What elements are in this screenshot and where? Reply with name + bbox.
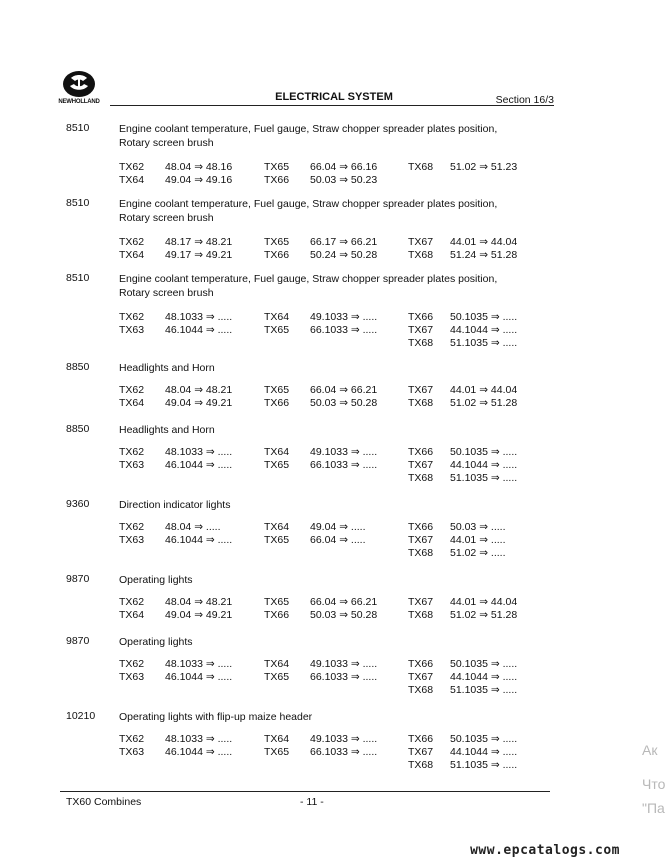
serial-range: 51.02 ⇒ 51.28	[450, 609, 518, 621]
model-code: TX63	[119, 324, 145, 336]
page-header	[0, 0, 668, 110]
serial-range: 48.04 ⇒ 48.16	[165, 161, 233, 173]
serial-range: 66.1033 ⇒ .....	[310, 324, 378, 336]
serial-range: 48.04 ⇒ 48.21	[165, 384, 233, 396]
circuit-description: Engine coolant temperature, Fuel gauge, Straw chopper spreader plates position, Rotary screen brush	[119, 198, 498, 224]
model-code: TX68	[408, 609, 434, 621]
model-code: TX65	[264, 746, 290, 758]
circuit-code: 8510	[66, 197, 90, 209]
model-code: TX66	[408, 733, 434, 745]
serial-range: 49.04 ⇒ 49.21	[165, 609, 233, 621]
model-code: TX68	[408, 161, 434, 173]
circuit-description: Engine coolant temperature, Fuel gauge, Straw chopper spreader plates position, Rotary screen brush	[119, 123, 498, 149]
serial-range: 49.1033 ⇒ .....	[310, 311, 378, 323]
model-code: TX64	[264, 311, 290, 323]
model-code: TX67	[408, 384, 434, 396]
model-code: TX64	[119, 609, 145, 621]
serial-range: 48.1033 ⇒ .....	[165, 446, 233, 458]
serial-range: 51.1035 ⇒ .....	[450, 337, 518, 349]
model-code: TX68	[408, 337, 434, 349]
model-code: TX66	[408, 446, 434, 458]
serial-range: 48.1033 ⇒ .....	[165, 658, 233, 670]
model-code: TX67	[408, 671, 434, 683]
serial-range: 46.1044 ⇒ .....	[165, 746, 233, 758]
model-code: TX68	[408, 759, 434, 771]
serial-range: 50.1035 ⇒ .....	[450, 733, 518, 745]
serial-range: 48.04 ⇒ 48.21	[165, 596, 233, 608]
serial-range: 51.02 ⇒ .....	[450, 547, 506, 559]
model-code: TX68	[408, 397, 434, 409]
serial-range: 49.04 ⇒ .....	[310, 521, 366, 533]
model-code: TX65	[264, 671, 290, 683]
model-code: TX62	[119, 596, 145, 608]
model-code: TX62	[119, 658, 145, 670]
circuit-code: 9870	[66, 635, 90, 647]
serial-range: 51.1035 ⇒ .....	[450, 684, 518, 696]
serial-range: 49.1033 ⇒ .....	[310, 733, 378, 745]
model-code: TX63	[119, 534, 145, 546]
circuit-description: Engine coolant temperature, Fuel gauge, Straw chopper spreader plates position, Rotary screen brush	[119, 273, 498, 299]
circuit-code: 9360	[66, 498, 90, 510]
side-overlay-text: Что	[642, 776, 666, 792]
circuit-code: 8510	[66, 272, 90, 284]
serial-range: 44.01 ⇒ 44.04	[450, 384, 518, 396]
serial-range: 51.1035 ⇒ .....	[450, 472, 518, 484]
model-code: TX65	[264, 384, 290, 396]
footer-model: TX60 Combines	[66, 796, 142, 808]
serial-range: 50.1035 ⇒ .....	[450, 311, 518, 323]
model-code: TX62	[119, 521, 145, 533]
model-code: TX67	[408, 324, 434, 336]
serial-range: 50.03 ⇒ 50.28	[310, 397, 378, 409]
side-overlay-text: Ак	[642, 742, 658, 758]
page-title: ELECTRICAL SYSTEM	[275, 91, 393, 103]
circuit-description: Operating lights	[119, 574, 193, 586]
serial-range: 50.1035 ⇒ .....	[450, 658, 518, 670]
model-code: TX63	[119, 746, 145, 758]
model-code: TX66	[264, 174, 290, 186]
model-code: TX68	[408, 249, 434, 261]
serial-range: 44.01 ⇒ 44.04	[450, 596, 518, 608]
model-code: TX62	[119, 236, 145, 248]
circuit-code: 9870	[66, 573, 90, 585]
footer-divider	[60, 791, 550, 792]
serial-range: 50.24 ⇒ 50.28	[310, 249, 378, 261]
model-code: TX62	[119, 446, 145, 458]
model-code: TX62	[119, 311, 145, 323]
serial-range: 49.1033 ⇒ .....	[310, 446, 378, 458]
serial-range: 66.1033 ⇒ .....	[310, 459, 378, 471]
model-code: TX62	[119, 161, 145, 173]
serial-range: 46.1044 ⇒ .....	[165, 671, 233, 683]
serial-range: 46.1044 ⇒ .....	[165, 459, 233, 471]
serial-range: 48.1033 ⇒ .....	[165, 733, 233, 745]
model-code: TX66	[408, 311, 434, 323]
model-code: TX68	[408, 472, 434, 484]
circuit-code: 10210	[66, 710, 96, 722]
circuit-code: 8510	[66, 122, 90, 134]
model-code: TX64	[264, 521, 290, 533]
model-code: TX65	[264, 459, 290, 471]
circuit-code: 8850	[66, 423, 90, 435]
serial-range: 49.04 ⇒ 49.21	[165, 397, 233, 409]
serial-range: 48.04 ⇒ .....	[165, 521, 221, 533]
serial-range: 50.1035 ⇒ .....	[450, 446, 518, 458]
model-code: TX62	[119, 384, 145, 396]
circuit-description: Operating lights with flip-up maize header	[119, 711, 313, 723]
serial-range: 51.02 ⇒ 51.23	[450, 161, 518, 173]
model-code: TX65	[264, 324, 290, 336]
serial-range: 48.1033 ⇒ .....	[165, 311, 233, 323]
model-code: TX67	[408, 236, 434, 248]
side-overlay-text: "Па	[642, 800, 665, 816]
serial-range: 49.04 ⇒ 49.16	[165, 174, 233, 186]
model-code: TX67	[408, 459, 434, 471]
model-code: TX64	[119, 249, 145, 261]
circuit-description: Operating lights	[119, 636, 193, 648]
circuit-description: Direction indicator lights	[119, 499, 231, 511]
serial-range: 66.04 ⇒ 66.16	[310, 161, 378, 173]
model-code: TX64	[119, 397, 145, 409]
model-code: TX67	[408, 746, 434, 758]
model-code: TX62	[119, 733, 145, 745]
serial-range: 44.1044 ⇒ .....	[450, 671, 518, 683]
serial-range: 48.17 ⇒ 48.21	[165, 236, 233, 248]
model-code: TX64	[119, 174, 145, 186]
model-code: TX68	[408, 684, 434, 696]
model-code: TX64	[264, 733, 290, 745]
serial-range: 50.03 ⇒ .....	[450, 521, 506, 533]
model-code: TX65	[264, 236, 290, 248]
logo-text: NEWHOLLAND	[58, 99, 100, 105]
serial-range: 66.1033 ⇒ .....	[310, 746, 378, 758]
serial-range: 46.1044 ⇒ .....	[165, 324, 233, 336]
serial-range: 50.03 ⇒ 50.28	[310, 609, 378, 621]
serial-range: 51.1035 ⇒ .....	[450, 759, 518, 771]
serial-range: 49.17 ⇒ 49.21	[165, 249, 233, 261]
serial-range: 66.04 ⇒ 66.21	[310, 596, 378, 608]
circuit-code: 8850	[66, 361, 90, 373]
watermark: www.epcatalogs.com	[470, 843, 620, 858]
model-code: TX66	[264, 249, 290, 261]
serial-range: 44.1044 ⇒ .....	[450, 324, 518, 336]
serial-range: 44.01 ⇒ 44.04	[450, 236, 518, 248]
serial-range: 44.1044 ⇒ .....	[450, 459, 518, 471]
serial-range: 44.01 ⇒ .....	[450, 534, 506, 546]
model-code: TX65	[264, 534, 290, 546]
serial-range: 51.02 ⇒ 51.28	[450, 397, 518, 409]
model-code: TX65	[264, 161, 290, 173]
model-code: TX66	[264, 609, 290, 621]
model-code: TX63	[119, 671, 145, 683]
model-code: TX66	[264, 397, 290, 409]
serial-range: 66.04 ⇒ .....	[310, 534, 366, 546]
header-divider	[110, 105, 554, 106]
section-label: Section 16/3	[495, 94, 554, 106]
model-code: TX67	[408, 596, 434, 608]
page-number: - 11 -	[300, 796, 324, 808]
model-code: TX65	[264, 596, 290, 608]
serial-range: 50.03 ⇒ 50.23	[310, 174, 378, 186]
circuit-description: Headlights and Horn	[119, 424, 215, 436]
serial-range: 66.17 ⇒ 66.21	[310, 236, 378, 248]
serial-range: 66.1033 ⇒ .....	[310, 671, 378, 683]
serial-range: 49.1033 ⇒ .....	[310, 658, 378, 670]
model-code: TX68	[408, 547, 434, 559]
model-code: TX66	[408, 658, 434, 670]
serial-range: 66.04 ⇒ 66.21	[310, 384, 378, 396]
serial-range: 44.1044 ⇒ .....	[450, 746, 518, 758]
serial-range: 46.1044 ⇒ .....	[165, 534, 233, 546]
serial-range: 51.24 ⇒ 51.28	[450, 249, 518, 261]
circuit-description: Headlights and Horn	[119, 362, 215, 374]
model-code: TX66	[408, 521, 434, 533]
model-code: TX64	[264, 446, 290, 458]
model-code: TX63	[119, 459, 145, 471]
model-code: TX64	[264, 658, 290, 670]
model-code: TX67	[408, 534, 434, 546]
